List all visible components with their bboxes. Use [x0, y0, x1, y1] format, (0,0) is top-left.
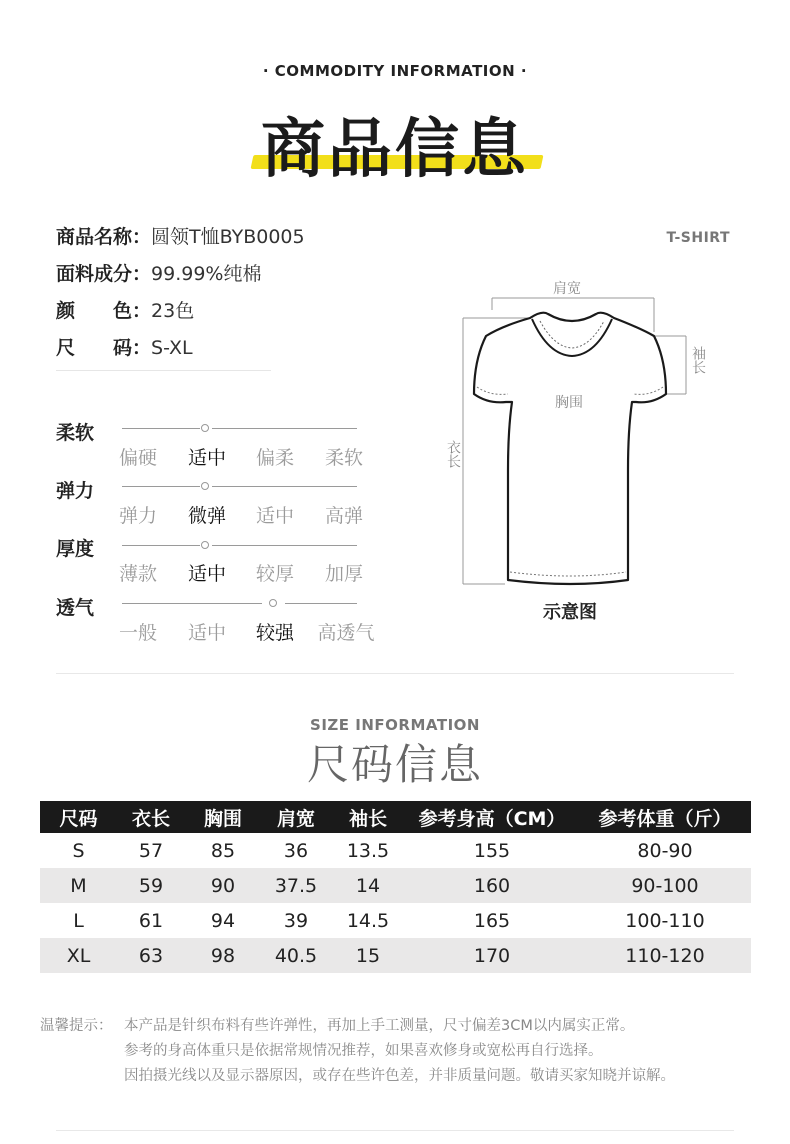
- breathability-option-selected: 较强: [255, 622, 294, 644]
- scale-line: [212, 545, 357, 546]
- sleeve-length-label: 袖长: [690, 346, 706, 374]
- fabric-value: 99.99%纯棉: [151, 263, 262, 285]
- table-cell: M: [40, 868, 117, 903]
- tips-label: 温馨提示：: [40, 1018, 113, 1034]
- table-row: [40, 938, 751, 973]
- scale-indicator: [201, 482, 209, 490]
- elasticity-option-selected: 微弹: [187, 505, 226, 527]
- breathability-option: 高透气: [317, 622, 375, 644]
- product-name-value: 圆领T恤BYB0005: [151, 226, 305, 248]
- elasticity-option: 高弹: [324, 505, 363, 527]
- elasticity-option: 弹力: [118, 505, 157, 527]
- softness-option: 偏柔: [255, 447, 294, 469]
- table-cell: 90: [185, 868, 261, 903]
- tshirt-diagram: [430, 270, 720, 600]
- section-subtitle-en: · COMMODITY INFORMATION ·: [262, 62, 528, 80]
- thickness-option: 较厚: [255, 563, 294, 585]
- diagram-caption: 示意图: [543, 602, 597, 623]
- table-row: [40, 903, 751, 938]
- column-header: 衣长: [117, 801, 185, 833]
- table-cell: 14.5: [346, 909, 390, 932]
- elasticity-option: 适中: [255, 505, 294, 527]
- column-header: 袖长: [331, 801, 405, 833]
- color-row: [56, 296, 194, 323]
- color-label: 颜 色：: [56, 300, 152, 322]
- table-cell: 36: [283, 839, 309, 862]
- size-title: 尺码信息: [306, 740, 483, 789]
- table-cell: 110-120: [579, 938, 751, 973]
- column-header: 尺码: [40, 801, 117, 833]
- table-cell: 85: [210, 839, 236, 862]
- table-cell: 37.5: [261, 868, 331, 903]
- fabric-label: 面料成分：: [56, 263, 152, 285]
- table-cell: 57: [138, 839, 164, 862]
- table-row: [40, 868, 751, 903]
- scale-line: [212, 486, 357, 487]
- breathability-option: 适中: [187, 622, 226, 644]
- scale-line: [122, 486, 200, 487]
- size-value: S-XL: [151, 337, 193, 359]
- scale-line: [122, 603, 262, 604]
- table-cell: 63: [117, 938, 185, 973]
- thickness-option: 加厚: [324, 563, 363, 585]
- scale-line: [122, 428, 200, 429]
- table-cell: L: [73, 909, 84, 932]
- table-cell: 155: [473, 839, 511, 862]
- bottom-divider: [56, 1130, 734, 1131]
- property-title-thickness: 厚度: [56, 538, 95, 560]
- size-table: [40, 801, 751, 973]
- table-cell: 80-90: [637, 839, 693, 862]
- tips-line: 因拍摄光线以及显示器原因，或存在些许色差，并非质量问题。敬请买家知晓并谅解。: [124, 1068, 675, 1084]
- thickness-option: 薄款: [118, 563, 157, 585]
- property-title-softness: 柔软: [56, 422, 95, 444]
- softness-option-selected: 适中: [187, 447, 226, 469]
- page-title: 商品信息: [261, 113, 529, 187]
- property-title-breathability: 透气: [56, 597, 95, 619]
- property-title-elasticity: 弹力: [56, 480, 95, 502]
- table-cell: S: [72, 839, 85, 862]
- scale-indicator: [269, 599, 277, 607]
- product-name-label: 商品名称：: [56, 226, 152, 248]
- tips-line: 参考的身高体重只是依据常规情况推荐，如果喜欢修身或宽松再自行选择。: [124, 1043, 603, 1059]
- scale-indicator: [201, 541, 209, 549]
- breathability-option: 一般: [118, 622, 157, 644]
- column-header: 胸围: [185, 801, 261, 833]
- column-header: 参考体重（斤）: [579, 801, 751, 833]
- table-cell: 61: [138, 909, 164, 932]
- table-cell: 98: [185, 938, 261, 973]
- table-cell: 13.5: [346, 839, 390, 862]
- table-cell: 94: [210, 909, 236, 932]
- table-row: [40, 833, 751, 868]
- table-header-row: [40, 801, 751, 833]
- garment-type-label: T-SHIRT: [666, 230, 730, 246]
- table-cell: 40.5: [261, 938, 331, 973]
- table-cell: 160: [405, 868, 579, 903]
- color-value: 23色: [151, 300, 195, 322]
- chest-label: 胸围: [555, 395, 583, 411]
- table-cell: 170: [405, 938, 579, 973]
- tips-line: 本产品是针织布料有些许弹性，再加上手工测量，尺寸偏差3CM以内属实正常。: [124, 1018, 635, 1034]
- table-cell: 39: [283, 909, 309, 932]
- fabric-row: [56, 259, 261, 286]
- size-subtitle-en: SIZE INFORMATION: [310, 716, 480, 734]
- divider: [56, 370, 271, 371]
- softness-option: 柔软: [324, 447, 363, 469]
- scale-line: [122, 545, 200, 546]
- product-name-row: [56, 222, 305, 249]
- size-row: [56, 333, 193, 360]
- shoulder-width-label: 肩宽: [553, 281, 581, 297]
- table-cell: 165: [473, 909, 511, 932]
- scale-line: [212, 428, 357, 429]
- table-cell: 100-110: [625, 909, 705, 932]
- column-header: 肩宽: [261, 801, 331, 833]
- size-label: 尺 码：: [56, 337, 152, 359]
- table-cell: XL: [40, 938, 117, 973]
- table-cell: 90-100: [579, 868, 751, 903]
- softness-option: 偏硬: [118, 447, 157, 469]
- garment-length-label: 衣长: [445, 440, 461, 468]
- table-cell: 14: [331, 868, 405, 903]
- table-cell: 15: [331, 938, 405, 973]
- section-divider: [56, 673, 734, 674]
- scale-line: [285, 603, 357, 604]
- column-header: 参考身高（CM）: [405, 801, 579, 833]
- table-cell: 59: [117, 868, 185, 903]
- thickness-option-selected: 适中: [187, 563, 226, 585]
- scale-indicator: [201, 424, 209, 432]
